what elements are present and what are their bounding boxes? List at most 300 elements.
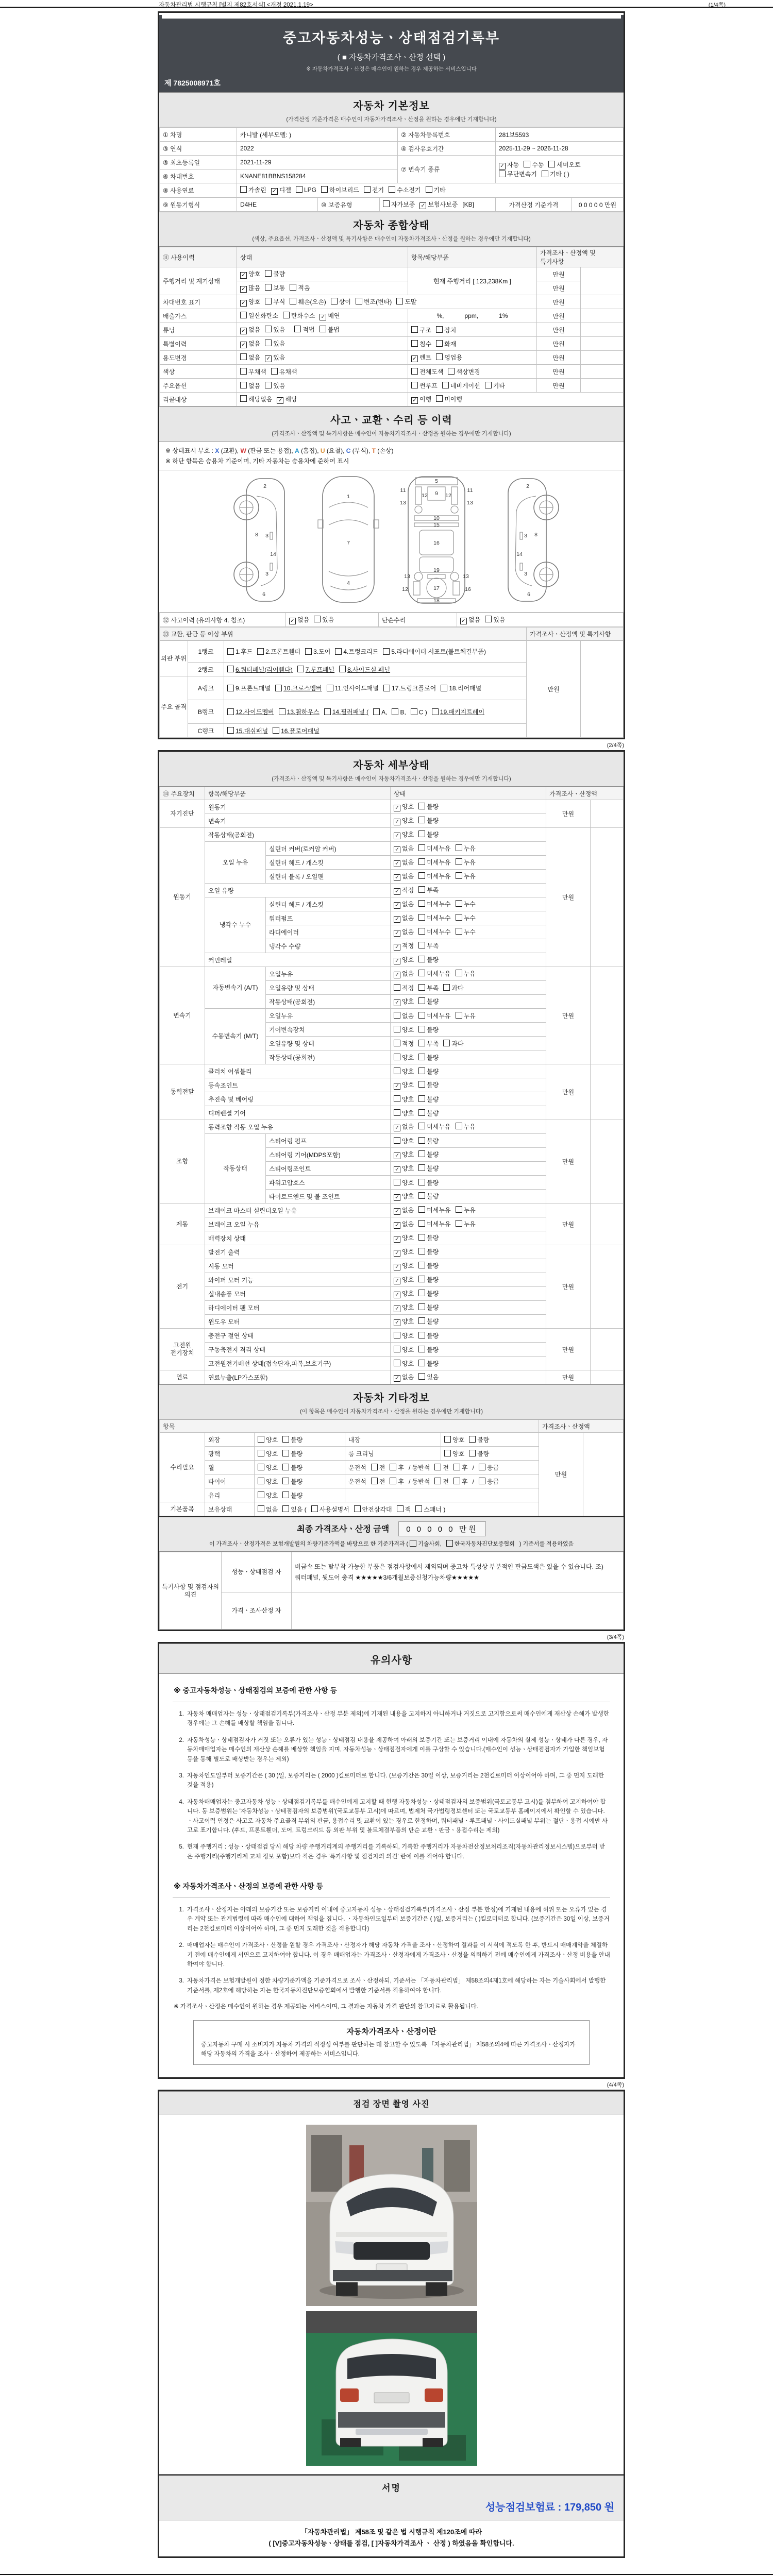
- checkbox-icon[interactable]: [297, 666, 304, 672]
- checkbox-option[interactable]: [240, 367, 266, 376]
- checkbox-icon[interactable]: [364, 186, 371, 193]
- checkbox-option[interactable]: [453, 1477, 468, 1486]
- checkbox-option[interactable]: [271, 367, 297, 376]
- checkbox-option[interactable]: [456, 1219, 476, 1228]
- checkbox-icon[interactable]: [411, 326, 418, 333]
- checkbox-icon[interactable]: [394, 1332, 400, 1338]
- checkbox-option[interactable]: [394, 802, 414, 812]
- checkbox-icon[interactable]: [418, 1234, 425, 1241]
- checkbox-option[interactable]: [432, 707, 484, 716]
- checkbox-option[interactable]: [436, 395, 462, 403]
- checkbox-option[interactable]: [394, 969, 414, 979]
- checkbox-option[interactable]: [394, 1359, 414, 1368]
- checkbox-icon[interactable]: [418, 872, 425, 879]
- checkbox-option[interactable]: [394, 1317, 414, 1327]
- checkbox-checked-icon[interactable]: [419, 202, 426, 209]
- checkbox-option[interactable]: [394, 872, 414, 882]
- checkbox-option[interactable]: [339, 665, 390, 674]
- checkbox-icon[interactable]: [418, 886, 425, 893]
- checkbox-icon[interactable]: [418, 1192, 425, 1199]
- checkbox-option[interactable]: [418, 1345, 439, 1354]
- checkbox-icon[interactable]: [418, 1067, 425, 1074]
- checkbox-icon[interactable]: [282, 1492, 289, 1498]
- checkbox-icon[interactable]: [411, 708, 417, 715]
- checkbox-option[interactable]: [394, 900, 414, 909]
- checkbox-option[interactable]: [434, 1477, 449, 1486]
- checkbox-option[interactable]: [394, 1289, 414, 1299]
- checkbox-icon[interactable]: [227, 666, 234, 672]
- checkbox-option[interactable]: [394, 1150, 414, 1160]
- checkbox-checked-icon[interactable]: [394, 805, 400, 811]
- checkbox-icon[interactable]: [418, 914, 425, 921]
- checkbox-icon[interactable]: [265, 340, 272, 346]
- checkbox-icon[interactable]: [394, 1040, 400, 1046]
- checkbox-icon[interactable]: [394, 1179, 400, 1185]
- checkbox-option[interactable]: [383, 647, 486, 656]
- checkbox-option[interactable]: [411, 395, 431, 404]
- checkbox-checked-icon[interactable]: [240, 342, 247, 348]
- checkbox-icon[interactable]: [240, 368, 247, 375]
- checkbox-option[interactable]: [448, 367, 480, 376]
- checkbox-option[interactable]: [418, 941, 439, 950]
- checkbox-icon[interactable]: [456, 872, 462, 879]
- checkbox-icon[interactable]: [339, 666, 346, 672]
- checkbox-icon[interactable]: [436, 340, 443, 347]
- checkbox-option[interactable]: [373, 708, 387, 716]
- checkbox-option[interactable]: [479, 1477, 499, 1486]
- checkbox-icon[interactable]: [418, 1332, 425, 1338]
- checkbox-checked-icon[interactable]: [394, 1236, 400, 1243]
- checkbox-option[interactable]: [331, 297, 351, 306]
- checkbox-icon[interactable]: [418, 900, 425, 907]
- checkbox-icon[interactable]: [418, 1206, 425, 1213]
- checkbox-option[interactable]: [356, 297, 392, 306]
- checkbox-option[interactable]: [390, 1463, 404, 1472]
- checkbox-icon[interactable]: [283, 312, 290, 318]
- checkbox-icon[interactable]: [394, 984, 400, 991]
- checkbox-icon[interactable]: [240, 186, 247, 193]
- checkbox-option[interactable]: [394, 1039, 414, 1048]
- checkbox-option[interactable]: [499, 170, 537, 178]
- checkbox-checked-icon[interactable]: [411, 397, 418, 404]
- checkbox-option[interactable]: [418, 1247, 439, 1256]
- checkbox-icon[interactable]: [265, 298, 272, 304]
- checkbox-icon[interactable]: [373, 708, 380, 715]
- checkbox-option[interactable]: [418, 1219, 450, 1228]
- checkbox-icon[interactable]: [444, 1436, 451, 1443]
- checkbox-option[interactable]: [392, 708, 406, 716]
- checkbox-option[interactable]: [418, 1275, 439, 1284]
- checkbox-icon[interactable]: [240, 395, 247, 402]
- checkbox-option[interactable]: [411, 367, 443, 376]
- checkbox-icon[interactable]: [453, 1478, 460, 1484]
- checkbox-option[interactable]: [456, 1011, 476, 1020]
- checkbox-icon[interactable]: [418, 956, 425, 962]
- checkbox-option[interactable]: [394, 984, 414, 992]
- checkbox-icon[interactable]: [418, 1360, 425, 1366]
- checkbox-option[interactable]: [418, 913, 450, 922]
- checkbox-option[interactable]: [456, 858, 476, 867]
- checkbox-icon[interactable]: [418, 1026, 425, 1032]
- checkbox-icon[interactable]: [394, 1346, 400, 1352]
- checkbox-option[interactable]: [418, 1261, 439, 1270]
- checkbox-option[interactable]: [371, 1477, 385, 1486]
- checkbox-option[interactable]: [383, 684, 436, 692]
- checkbox-icon[interactable]: [257, 648, 264, 655]
- checkbox-option[interactable]: [418, 1150, 439, 1159]
- checkbox-icon[interactable]: [418, 1040, 425, 1046]
- checkbox-checked-icon[interactable]: [394, 944, 400, 951]
- checkbox-option[interactable]: [446, 1539, 515, 1548]
- checkbox-icon[interactable]: [311, 1505, 318, 1512]
- checkbox-icon[interactable]: [456, 1123, 462, 1129]
- checkbox-icon[interactable]: [271, 368, 278, 375]
- checkbox-icon[interactable]: [548, 161, 555, 167]
- checkbox-icon[interactable]: [240, 353, 247, 360]
- checkbox-option[interactable]: [456, 844, 476, 853]
- checkbox-icon[interactable]: [258, 1464, 264, 1470]
- checkbox-option[interactable]: [394, 1122, 414, 1132]
- checkbox-option[interactable]: [397, 1505, 411, 1514]
- checkbox-option[interactable]: [394, 1303, 414, 1313]
- checkbox-option[interactable]: [282, 1463, 303, 1472]
- checkbox-option[interactable]: [418, 858, 450, 867]
- checkbox-option[interactable]: [258, 1505, 278, 1514]
- checkbox-option[interactable]: [418, 1206, 450, 1214]
- checkbox-option[interactable]: [418, 1164, 439, 1173]
- checkbox-icon[interactable]: [418, 1346, 425, 1352]
- checkbox-option[interactable]: [320, 325, 340, 334]
- checkbox-option[interactable]: [294, 325, 314, 334]
- checkbox-checked-icon[interactable]: [394, 1250, 400, 1257]
- checkbox-option[interactable]: [394, 1372, 414, 1382]
- checkbox-icon[interactable]: [418, 1248, 425, 1255]
- checkbox-option[interactable]: [479, 1463, 499, 1472]
- checkbox-icon[interactable]: [265, 382, 272, 388]
- checkbox-option[interactable]: [456, 1122, 476, 1131]
- checkbox-checked-icon[interactable]: [394, 1278, 400, 1284]
- checkbox-checked-icon[interactable]: [394, 999, 400, 1006]
- checkbox-option[interactable]: [394, 1206, 414, 1215]
- checkbox-checked-icon[interactable]: [394, 1083, 400, 1090]
- checkbox-icon[interactable]: [434, 1464, 441, 1470]
- checkbox-icon[interactable]: [436, 395, 443, 402]
- checkbox-icon[interactable]: [410, 1540, 416, 1547]
- checkbox-icon[interactable]: [415, 1505, 422, 1512]
- checkbox-option[interactable]: [289, 615, 309, 625]
- checkbox-option[interactable]: [364, 185, 384, 194]
- checkbox-option[interactable]: [394, 886, 414, 895]
- checkbox-option[interactable]: [418, 1122, 450, 1131]
- checkbox-icon[interactable]: [456, 914, 462, 921]
- checkbox-icon[interactable]: [442, 382, 449, 388]
- checkbox-option[interactable]: [418, 900, 450, 908]
- checkbox-icon[interactable]: [411, 368, 418, 375]
- checkbox-checked-icon[interactable]: [460, 618, 467, 624]
- checkbox-option[interactable]: [394, 1192, 414, 1201]
- checkbox-icon[interactable]: [273, 727, 279, 734]
- checkbox-icon[interactable]: [389, 186, 395, 193]
- checkbox-option[interactable]: [394, 941, 414, 951]
- checkbox-option[interactable]: [394, 1178, 414, 1187]
- checkbox-option[interactable]: [418, 1039, 439, 1048]
- checkbox-option[interactable]: [394, 1053, 414, 1062]
- checkbox-option[interactable]: [418, 1317, 439, 1326]
- checkbox-option[interactable]: [394, 858, 414, 868]
- checkbox-checked-icon[interactable]: [411, 355, 418, 362]
- checkbox-checked-icon[interactable]: [394, 1194, 400, 1201]
- checkbox-checked-icon[interactable]: [394, 1306, 400, 1312]
- checkbox-option[interactable]: [394, 913, 414, 923]
- checkbox-option[interactable]: [335, 647, 378, 656]
- checkbox-icon[interactable]: [418, 844, 425, 851]
- checkbox-option[interactable]: [418, 1095, 439, 1104]
- checkbox-icon[interactable]: [394, 1137, 400, 1144]
- checkbox-icon[interactable]: [321, 186, 328, 193]
- checkbox-icon[interactable]: [282, 1464, 289, 1470]
- checkbox-checked-icon[interactable]: [394, 888, 400, 895]
- checkbox-icon[interactable]: [542, 171, 548, 177]
- checkbox-icon[interactable]: [265, 284, 272, 291]
- checkbox-option[interactable]: [257, 647, 300, 656]
- checkbox-icon[interactable]: [335, 648, 342, 655]
- checkbox-option[interactable]: [240, 353, 260, 362]
- checkbox-option[interactable]: [410, 1539, 442, 1548]
- checkbox-option[interactable]: [418, 1303, 439, 1312]
- checkbox-option[interactable]: [418, 1192, 439, 1200]
- checkbox-option[interactable]: [271, 185, 291, 195]
- checkbox-option[interactable]: [418, 844, 450, 853]
- checkbox-option[interactable]: [436, 340, 456, 348]
- checkbox-icon[interactable]: [397, 1505, 404, 1512]
- checkbox-icon[interactable]: [456, 844, 462, 851]
- checkbox-option[interactable]: [394, 816, 414, 826]
- checkbox-option[interactable]: [265, 297, 285, 306]
- checkbox-icon[interactable]: [258, 1505, 264, 1512]
- checkbox-option[interactable]: [456, 913, 476, 922]
- checkbox-icon[interactable]: [418, 1220, 425, 1227]
- checkbox-checked-icon[interactable]: [320, 314, 326, 320]
- checkbox-option[interactable]: [227, 707, 274, 716]
- checkbox-option[interactable]: [434, 1463, 449, 1472]
- checkbox-option[interactable]: [290, 283, 310, 292]
- checkbox-icon[interactable]: [443, 1040, 450, 1046]
- checkbox-icon[interactable]: [290, 298, 296, 304]
- checkbox-icon[interactable]: [282, 1450, 289, 1456]
- checkbox-option[interactable]: [240, 381, 260, 390]
- checkbox-checked-icon[interactable]: [240, 286, 247, 293]
- checkbox-option[interactable]: [418, 1233, 439, 1242]
- checkbox-option[interactable]: [290, 297, 326, 306]
- checkbox-option[interactable]: [418, 1067, 439, 1076]
- checkbox-checked-icon[interactable]: [394, 833, 400, 839]
- checkbox-checked-icon[interactable]: [394, 1375, 400, 1382]
- checkbox-icon[interactable]: [456, 970, 462, 976]
- checkbox-option[interactable]: [394, 1345, 414, 1354]
- checkbox-icon[interactable]: [418, 1109, 425, 1116]
- checkbox-option[interactable]: [453, 1463, 468, 1472]
- checkbox-icon[interactable]: [418, 984, 425, 991]
- checkbox-icon[interactable]: [418, 1150, 425, 1157]
- checkbox-option[interactable]: [418, 997, 439, 1006]
- checkbox-icon[interactable]: [282, 1505, 289, 1512]
- checkbox-option[interactable]: [418, 802, 439, 811]
- checkbox-option[interactable]: [283, 311, 315, 320]
- checkbox-icon[interactable]: [394, 1012, 400, 1019]
- checkbox-option[interactable]: [418, 1025, 439, 1034]
- checkbox-icon[interactable]: [426, 186, 432, 193]
- checkbox-icon[interactable]: [418, 1012, 425, 1019]
- checkbox-option[interactable]: [418, 1331, 439, 1340]
- checkbox-option[interactable]: [460, 615, 480, 625]
- checkbox-option[interactable]: [418, 1289, 439, 1298]
- checkbox-icon[interactable]: [444, 1450, 451, 1456]
- checkbox-option[interactable]: [418, 1053, 439, 1062]
- checkbox-checked-icon[interactable]: [240, 328, 247, 334]
- checkbox-checked-icon[interactable]: [394, 1125, 400, 1131]
- checkbox-option[interactable]: [418, 955, 439, 964]
- checkbox-icon[interactable]: [279, 708, 285, 715]
- checkbox-option[interactable]: [320, 311, 340, 321]
- checkbox-checked-icon[interactable]: [394, 1292, 400, 1298]
- checkbox-option[interactable]: [273, 726, 320, 735]
- checkbox-option[interactable]: [258, 1477, 278, 1486]
- checkbox-option[interactable]: [418, 1011, 450, 1020]
- checkbox-option[interactable]: [394, 1025, 414, 1034]
- checkbox-option[interactable]: [418, 1178, 439, 1187]
- checkbox-checked-icon[interactable]: [394, 846, 400, 853]
- checkbox-option[interactable]: [297, 665, 334, 674]
- checkbox-option[interactable]: [418, 886, 439, 894]
- checkbox-option[interactable]: [389, 185, 421, 194]
- checkbox-icon[interactable]: [240, 382, 247, 388]
- checkbox-option[interactable]: [419, 200, 458, 210]
- checkbox-icon[interactable]: [418, 1137, 425, 1144]
- checkbox-option[interactable]: [441, 684, 481, 692]
- checkbox-checked-icon[interactable]: [394, 958, 400, 964]
- checkbox-option[interactable]: [265, 353, 285, 363]
- checkbox-icon[interactable]: [227, 727, 234, 734]
- checkbox-option[interactable]: [394, 1164, 414, 1174]
- checkbox-icon[interactable]: [469, 1436, 476, 1443]
- checkbox-option[interactable]: [258, 1435, 278, 1444]
- checkbox-icon[interactable]: [411, 382, 418, 388]
- checkbox-checked-icon[interactable]: [394, 1166, 400, 1173]
- checkbox-icon[interactable]: [294, 326, 301, 332]
- checkbox-icon[interactable]: [453, 1464, 460, 1470]
- checkbox-option[interactable]: [240, 311, 278, 320]
- checkbox-checked-icon[interactable]: [394, 1208, 400, 1215]
- checkbox-checked-icon[interactable]: [394, 860, 400, 867]
- checkbox-option[interactable]: [485, 381, 505, 390]
- checkbox-option[interactable]: [394, 955, 414, 965]
- checkbox-icon[interactable]: [265, 270, 272, 277]
- checkbox-checked-icon[interactable]: [394, 972, 400, 978]
- checkbox-option[interactable]: [324, 707, 368, 716]
- checkbox-option[interactable]: [418, 927, 450, 936]
- checkbox-icon[interactable]: [383, 685, 390, 691]
- checkbox-option[interactable]: [282, 1505, 307, 1514]
- checkbox-option[interactable]: [240, 185, 266, 194]
- checkbox-option[interactable]: [394, 1233, 414, 1243]
- checkbox-option[interactable]: [443, 984, 463, 992]
- checkbox-option[interactable]: [240, 325, 260, 335]
- checkbox-option[interactable]: [390, 1477, 404, 1486]
- checkbox-icon[interactable]: [418, 997, 425, 1004]
- checkbox-checked-icon[interactable]: [240, 272, 247, 279]
- checkbox-option[interactable]: [227, 665, 293, 674]
- checkbox-option[interactable]: [383, 200, 415, 209]
- checkbox-icon[interactable]: [371, 1478, 378, 1484]
- checkbox-option[interactable]: [394, 1219, 414, 1229]
- checkbox-option[interactable]: [227, 647, 253, 656]
- checkbox-checked-icon[interactable]: [394, 1319, 400, 1326]
- checkbox-icon[interactable]: [394, 1095, 400, 1102]
- checkbox-option[interactable]: [436, 326, 456, 334]
- checkbox-icon[interactable]: [469, 1450, 476, 1456]
- checkbox-option[interactable]: [327, 684, 379, 692]
- checkbox-icon[interactable]: [282, 1436, 289, 1443]
- checkbox-option[interactable]: [418, 1359, 439, 1368]
- checkbox-icon[interactable]: [383, 648, 390, 655]
- checkbox-icon[interactable]: [479, 1464, 485, 1470]
- checkbox-option[interactable]: [394, 997, 414, 1007]
- checkbox-option[interactable]: [411, 326, 431, 334]
- checkbox-icon[interactable]: [418, 1290, 425, 1296]
- checkbox-option[interactable]: [394, 1275, 414, 1285]
- checkbox-checked-icon[interactable]: [289, 618, 296, 624]
- checkbox-icon[interactable]: [418, 970, 425, 976]
- checkbox-option[interactable]: [311, 1505, 349, 1514]
- checkbox-icon[interactable]: [227, 685, 234, 691]
- checkbox-icon[interactable]: [390, 1478, 396, 1484]
- checkbox-option[interactable]: [418, 984, 439, 992]
- checkbox-option[interactable]: [411, 708, 427, 716]
- checkbox-icon[interactable]: [448, 368, 455, 375]
- checkbox-icon[interactable]: [296, 186, 303, 193]
- checkbox-icon[interactable]: [290, 284, 296, 291]
- checkbox-icon[interactable]: [383, 200, 390, 207]
- checkbox-icon[interactable]: [456, 1206, 462, 1213]
- checkbox-option[interactable]: [354, 1505, 392, 1514]
- checkbox-icon[interactable]: [485, 382, 492, 388]
- checkbox-icon[interactable]: [392, 708, 398, 715]
- checkbox-icon[interactable]: [390, 1464, 396, 1470]
- checkbox-option[interactable]: [265, 283, 285, 292]
- checkbox-icon[interactable]: [432, 708, 439, 715]
- checkbox-icon[interactable]: [394, 1109, 400, 1116]
- checkbox-option[interactable]: [240, 297, 260, 307]
- checkbox-icon[interactable]: [418, 1123, 425, 1129]
- checkbox-icon[interactable]: [331, 298, 338, 304]
- checkbox-option[interactable]: [279, 707, 320, 716]
- checkbox-option[interactable]: [394, 1080, 414, 1090]
- checkbox-checked-icon[interactable]: [271, 188, 278, 195]
- checkbox-icon[interactable]: [258, 1436, 264, 1443]
- checkbox-checked-icon[interactable]: [394, 1153, 400, 1159]
- checkbox-icon[interactable]: [411, 340, 418, 347]
- checkbox-option[interactable]: [296, 186, 316, 194]
- checkbox-option[interactable]: [282, 1491, 303, 1500]
- checkbox-icon[interactable]: [418, 1317, 425, 1324]
- checkbox-icon[interactable]: [446, 1540, 453, 1547]
- checkbox-option[interactable]: [469, 1435, 489, 1444]
- checkbox-icon[interactable]: [418, 1164, 425, 1171]
- checkbox-option[interactable]: [258, 1491, 278, 1500]
- checkbox-option[interactable]: [418, 816, 439, 825]
- checkbox-option[interactable]: [442, 381, 480, 390]
- checkbox-icon[interactable]: [436, 326, 443, 333]
